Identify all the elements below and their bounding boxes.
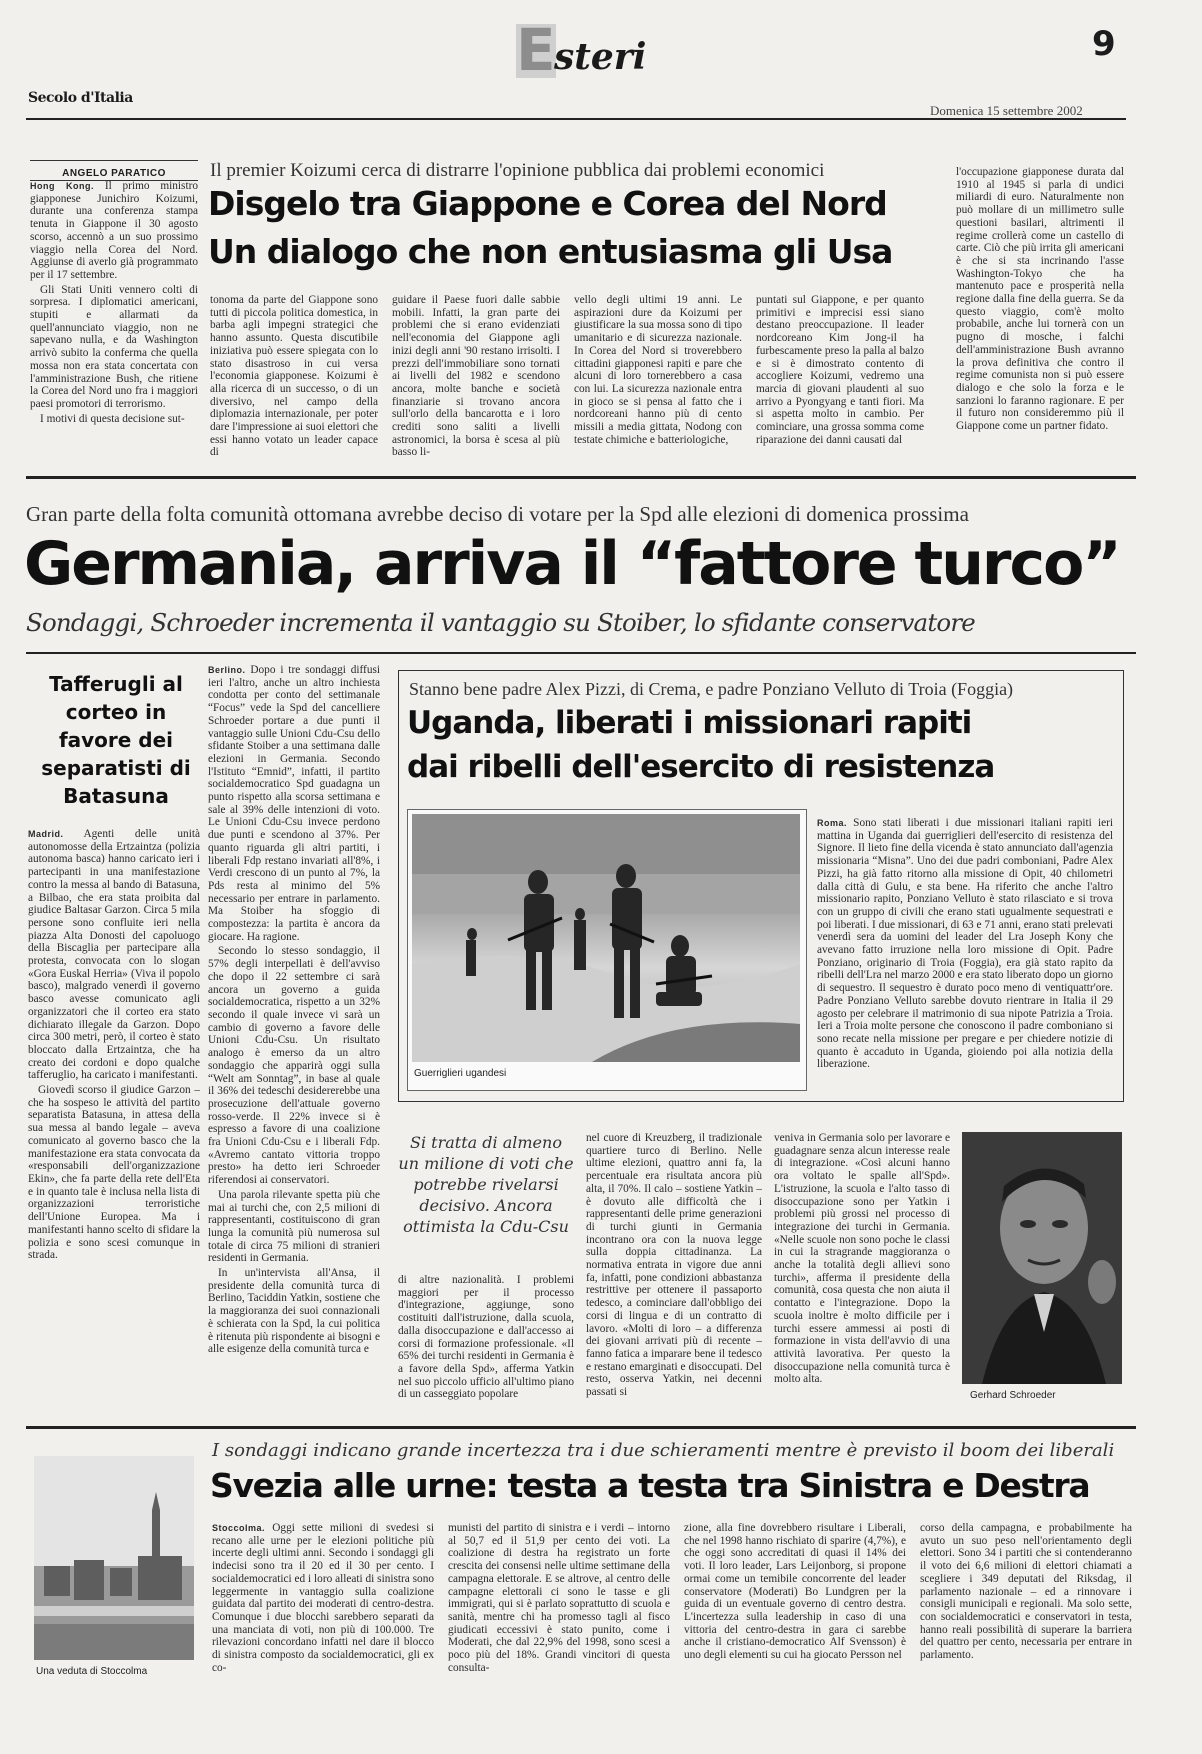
schroeder-photo: [962, 1132, 1122, 1384]
schroeder-photo-frame: [962, 1132, 1122, 1412]
stockholm-photo: [34, 1456, 194, 1660]
japan-col1-para-c: I motivi di questa decisione sut-: [40, 412, 185, 425]
article-sweden: [0, 1430, 1202, 1750]
germany-col2-text: di altre nazionalità. I problemi maggiori per il processo d'integrazione, aggiunge, sono costituiti dall'istruzione, dalla scuola, dalla disoccupazione e dall'accesso ai corsi di formazione professionale. «Il 65% dei turchi residenti in Germania è a favore della Spd», afferma Yatkin nel suo piccolo ufficio all'ultimo piano di un casseggiato popolare: [398, 1274, 574, 1401]
section-divider-3: [26, 1426, 1136, 1429]
japan-column-1: [30, 180, 198, 462]
uganda-photo-caption: Guerriglieri ugandesi: [414, 1068, 507, 1079]
sweden-col2-text: munisti del partito di sinistra e i verdi – intorno al 50,7 ed il 51,9 per cento dei voti. La coalizione di destra ha registrato un forte crescita dei consensi nelle ultime settimane della campagna elettorale. E se altrove, al centro delle campagne elettorali ci sono le tasse e gli immigrati, qui si è parlato soprattutto di scuola e sanità, mentre chi ha promesso tagli al fisco giudicati eccessivi è stato punito, come i Moderati, che dal 22,9% del 1998, sono scesi a poco più del 18%. Grandi vincitori di questa consulta-: [448, 1522, 670, 1674]
batasuna-dateline: Madrid.: [28, 829, 64, 839]
japan-column-3: [392, 294, 560, 462]
germany-col1-para-c: Una parola rilevante spetta più che mai ai turchi che, con 2,5 milioni di rappresentanti, costituiscono di gran lunga la comunità più numerosa sul totale di circa 75 milioni di stranieri residenti in Germania.: [208, 1188, 380, 1265]
uganda-headline-2: dai ribelli dell'esercito di resistenza: [407, 749, 995, 785]
sweden-dateline: Stoccolma.: [212, 1523, 266, 1533]
germany-col1-text: Dopo i tre sondaggi diffusi ieri l'altro, anche un altro inchiesta condotta per conto del settimanale “Focus” vede la Spd del cancelliere Schroeder portare a due punti il vantaggio sulle Unioni Cdu-Csu dello sfidante Stoiber a una settimana dalle elezioni in Germania. Secondo l'Istituto “Emnid”, infatti, il partito socialdemocratico Spd guadagna un punto rispetto alla scorsa settimana e sale al 39% delle intenzioni di voto. Le Unioni Cdu-Csu invece perdono due punti e scendono al 37%. Per quanto riguarda gli altri partiti, i liberali Fdp restano invariati all'8%, i Verdi crescono di un punto al 7%, la Pds resta al minimo del 5% necessario per entrare in parlamento. Ma Stoiber ha sfoggio di compostezza: la partita è ancora da giocare. Ha ragione.: [208, 664, 380, 943]
sweden-column-4: [920, 1522, 1132, 1690]
japan-col4-text: vello degli ultimi 19 anni. Le aspirazioni dure da Koizumi per giustificare la sua mossa sono di tipo umanitario e di sicurezza nazionale. In Corea del Nord si troverebbero cittadini giapponesi rapiti e pare che alcuni di loro tornerebbero a casa con lui. La sicurezza nazionale entra in gioco se si pensa al fatto che i nordcoreani hanno più di cento missili a media gittata, Nodong con testate chimiche e batteriologiche,: [574, 294, 742, 446]
issue-date: Domenica 15 settembre 2002: [930, 103, 1083, 118]
germany-headline: Germania, arriva il “fattore turco”: [24, 529, 1120, 599]
germany-subhead: Sondaggi, Schroeder incrementa il vantaggio su Stoiber, lo sfidante conservatore: [26, 608, 975, 637]
stockholm-photo-caption: Una veduta di Stoccolma: [36, 1666, 148, 1677]
germany-column-3: [586, 1132, 762, 1408]
sweden-column-2: [448, 1522, 670, 1690]
japan-column-2: [210, 294, 378, 462]
uganda-dateline: Roma.: [817, 818, 848, 828]
sweden-headline: Svezia alle urne: testa a testa tra Sinistra e Destra: [210, 1466, 1090, 1505]
guerrillas-illustration: [412, 814, 800, 1062]
batasuna-body-text: Agenti delle unità autonomosse della Ertzaintza (polizia autonoma basca) hanno caricato ieri i partecipanti in una manifestazione contro la messa al bando di Batasuna, a Bilbao, che era stata proibita dal giudice Baltasar Garzon. Circa 5 mila persone sono confluite ieri nella piazza Alta Donosti del capoluogo della Biscaglia per partecipare alla protesta, convocata con lo slogan «Gora Euskal Herria» (Viva il popolo basco), malgrado venerdì il governo basco avesse comunicato agli organizzatori che il corteo era stato dichiarato illegale da Garzon. Dopo circa 300 metri, però, il corteo è stato bloccato dalla Ertzaintza, che ha creato dei cordoni e dopo qualche tafferuglio, ha caricato i manifestanti.: [28, 828, 200, 1082]
uganda-headline-1: Uganda, liberati i missionari rapiti: [407, 705, 972, 741]
schroeder-portrait: [962, 1132, 1122, 1384]
japan-headline-1: Disgelo tra Giappone e Corea del Nord: [208, 184, 887, 223]
germany-column-2: [398, 1274, 574, 1408]
section-divider-1: [26, 476, 1136, 479]
uganda-kicker: Stanno bene padre Alex Pizzi, di Crema, e padre Ponziano Velluto di Troia (Foggia): [409, 679, 1014, 699]
article-uganda: [398, 670, 1124, 1102]
japan-column-5: [756, 294, 924, 462]
author-name: ANGELO PARATICO: [62, 168, 166, 179]
batasuna-headline: Tafferugli al corteo in favore dei separatisti di Batasuna: [41, 672, 191, 808]
japan-kicker: Il premier Koizumi cerca di distrarre l'opinione pubblica dai problemi economici: [210, 160, 825, 181]
schroeder-photo-caption: Gerhard Schroeder: [970, 1390, 1056, 1401]
section-title: steri: [554, 36, 647, 78]
germany-col4-text: veniva in Germania solo per lavorare e guadagnare senza alcun interesse reale di integrazione. «Così alcuni hanno ora voltato le spalle all'Spd». L'istruzione, la scuola e l'alto tasso di disoccupazione sono per Yatkin i problemi più grossi nel processo di integrazione dei turchi in Germania. «Nelle scuole non sono poche le classi in cui la stragrande maggioranza o anche la totalità degli allievi sono turchi», afferma il presidente della comunità, cosa questa che non aiuta il contatto e l'integrazione. Dopo la scuola inoltre è molto difficile per i turchi essere ammessi ai posti di formazione in vista dell'avvio di una attività lavorativa. Per questo la disoccupazione nella comunità turca è molto alta.: [774, 1132, 950, 1386]
sweden-col3-text: zione, alla fine dovrebbero risultare i Liberali, che nel 1998 hanno rischiato di sparire (4,7%), e che oggi sono accreditati di quasi il 14% dei voti. Il loro leader, Lars Leijonborg, si propone ormai come un temibile concorrente del leader conservatore (Moderati) Bo Lundgren per la guida di un eventuale governo di centro destra. L'incertezza sulla leadership in caso di una vittoria del centro-destra in gara ci sarebbe anche il cristiano-democratico Alf Svensson) è uno degli elementi su cui ha giocato Persson nel: [684, 1522, 906, 1662]
japan-col2-text: tonoma da parte del Giappone sono tutti di piccola politica domestica, in barba agli impegni strategici che hanno assunto. Questa discutibile iniziativa può essere spiegata con lo stato disastroso in cui versa l'economia giapponese. Koizumi è alla ricerca di un successo, o di un diversivo, nel campo della diplomazia internazionale, per poter dare l'impressione ai suoi elettori che essi hanno votato un leader capace di: [210, 294, 378, 459]
article-japan-korea: [0, 0, 1202, 480]
sweden-col4-text: corso della campagna, e probabilmente ha avuto un suo peso nell'orientamento degli elettori. Sono 34 i partiti che si contenderanno il voto dei 6,6 milioni di elettori chiamati a scegliere i 349 deputati del Riksdag, il parlamento nazionale – ed a rinnovare i consigli municipali e regionali. Ma solo sette, con socialdemocratici e conservatori in testa, hanno reali possibilità di superare la barriera del quattro per cento, necessaria per entrare in parlamento.: [920, 1522, 1132, 1662]
section-initial: E: [516, 16, 556, 84]
japan-col1-text: Il primo ministro giapponese Junichiro Koizumi, durante una conferenza stampa tenuta in Giappone il 30 agosto scorso, accennò a un suo prossimo viaggio nella Corea del Nord. Aggiunse di averlo già programmato per il 17 settembre.: [30, 180, 198, 281]
germany-kicker: Gran parte della folta comunità ottomana avrebbe deciso di votare per la Spd alle elezioni di domenica prossima: [26, 502, 969, 526]
uganda-photo: [412, 814, 800, 1062]
japan-dateline: Hong Kong.: [30, 181, 94, 191]
japan-col6-text: l'occupazione giapponese durata dal 1910 al 1945 si parla di undici miliardi di euro. Naturalmente non può mollare di un millimetro sulle questioni basilari, altrimenti il regime crollerà come un castello di carte. Ciò che più irrita gli americani è che si sta incrinando l'asse Washington-Tokyo che ha mantenuto pace e prosperità nella regione dalla fine della guerra. Se da questo viaggio, com'è molto probabile, anche lui tornerà con un pugno di mosche, i falchi dell'amministrazione Bush avranno la prova definitiva che contro il regime comunista non si può essere dialogo e che solo la forza e le sanzioni lo faranno ragionare. E per il futuro non consideremmo più il Giappone come un partner fidato.: [956, 166, 1124, 433]
section-divider-2: [26, 652, 1136, 654]
sweden-column-1: [212, 1522, 434, 1690]
japan-column-6: [956, 166, 1124, 462]
sweden-column-3: [684, 1522, 906, 1690]
germany-col3-text: nel cuore di Kreuzberg, il tradizionale quartiere turco di Berlino. Nelle ultime elezioni, quattro anni fa, la percentuale era risultata ancora più alta, il 70%. Il calo – sostiene Yatkin – è dovuto alle difficoltà che i rappresentanti delle prime generazioni di turchi giunti in Germania incontrano ora con la nuova legge sulla doppia cittadinanza. La normativa entrata in vigore due anni fa, infatti, pone condizioni abbastanza restrittive per ottenere il passaporto tedesco, a cominciare dall'obbligo dei corsi di lingua e di un contratto di lavoro. «Molti di loro – a differenza dei giovani arrivati più di recente – fanno fatica a imparare bene il tedesco e restano emarginati e disoccupati. Del resto, osserva Yatkin, nei decenni passati si: [586, 1132, 762, 1399]
sweden-kicker: I sondaggi indicano grande incertezza tra i due schieramenti mentre è previsto il boom dei liberali: [212, 1440, 1115, 1461]
japan-col1-para-b: Gli Stati Uniti vennero colti di sorpresa. I diplomatici americani, stupiti e allarmati da quell'annunciato viaggio, non ne sapevano nulla, e da Washington arrivò subito la conferma che quella mossa non era stata concertata con l'amministrazione Bush, che ritiene la Corea del Nord uno fra i maggiori paesi promotori di terrorismo.: [30, 283, 198, 410]
stockholm-illustration: [34, 1456, 194, 1660]
germany-pullquote: Si tratta di almeno un milione di voti che potrebbe rivelarsi decisivo. Ancora ottimista la Cdu-Csu: [398, 1133, 574, 1236]
japan-column-4: [574, 294, 742, 462]
germany-dateline: Berlino.: [208, 665, 246, 675]
japan-headline-2: Un dialogo che non entusiasma gli Usa: [208, 232, 893, 271]
japan-col5-text: puntati sul Giappone, e per quanto primitivi e imprecisi essi siano destano preoccupazione. Il leader nordcoreano Kim Jong-il ha furbescamente preso la palla al balzo e si è dimostrato contento di accogliere Koizumi, vedremo una marcia di giovani plaudenti al suo arrivo a Pyongyang e tanti fiori. Ma si aspetta molto in cambio. Per cominciare, una grossa somma come riparazione dei danni causati dal: [756, 294, 924, 446]
batasuna-body-para-b: Giovedì scorso il giudice Garzon – che ha sospeso le attività del partito separatista Batasuna, in attesa della sua messa al bando legale – aveva comunicato al governo basco che la manifestazione era stata convocata da «responsabili dell'organizzazione Ekin», che fa parte della rete dell'Eta e in quanto tale è inclusa nella lista di organizzazioni terroristiche dell'Unione Europea. Ma i manifestanti hanno scelto di sfidare la polizia e sono scesi comunque in strada.: [28, 1084, 200, 1262]
japan-col3-text: guidare il Paese fuori dalle sabbie mobili. Infatti, la gran parte dei problemi che si erano evidenziati nell'economia del Giappone agli inizi degli anni '90 restano irrisolti. I prezzi dell'immobiliare sono tornati ai livelli del 1982 e scendono ancora, molte banche e società finanziarie si trovano ancora sull'orlo della bancarotta e i loro crediti sono saliti a livelli astronomici, la borsa è scesa al più basso li-: [392, 294, 560, 459]
sweden-col1-text: Oggi sette milioni di svedesi si recano alle urne per le elezioni politiche più incerte degli ultimi anni. Secondo i sondaggi gli indecisi sono tra il 20 ed il 30 per cento. I socialdemocratici ed i loro alleati di sinistra sono leggermente in vantaggio sulla coalizione guidata dal partito dei moderati di centro-destra. Comunque i due blocchi sarebbero separati da una manciata di voti, non più di 100.000. Tre rilevazioni concordano infatti nel dare il blocco di sinistra composto da socialdemocratici, gli ex co-: [212, 1522, 434, 1674]
germany-column-4: [774, 1132, 950, 1408]
uganda-photo-frame: [407, 809, 807, 1091]
paper-name: Secolo d'Italia: [28, 90, 133, 106]
author-byline: [30, 160, 198, 181]
germany-col1-para-d: In un'intervista all'Ansa, il presidente della comunità turca di Berlino, Taciddin Yatkin, sostiene che la maggioranza dei suoi connazionali è schierata con la Spd, la cui politica è ritenuta più rispondente ai bisogni e alle esigenze della comunità turca e: [208, 1267, 380, 1356]
uganda-body-text: Sono stati liberati i due missionari italiani rapiti ieri mattina in Uganda dai guerriglieri dell'esercito di resistenza del Signore. Il lieto fine della vicenda è stato annunciato dall'agenzia missionaria “Misna”. Uno dei due padri comboniani, Padre Alex Pizzi, ha già fatto ritorno alla missione di Opit, 40 chilometri dalla città di Gulu, e sta bene. Ha riferito che anche l'altro missionario rapito, Ponziano Velluto è stato rilasciato e si trova con un gruppo di civili che erano stati ugualmente sequestrati e poi liberati. I due missionari, di 63 e 71 anni, erano stati prelevati venerdì sera da uomini del leader del Lra Joseph Kony che avevano fatto irruzione nella loro missione di Opit. Padre Ponziano, originario di Troia (Foggia), era già stato rapito da ribelli dell'Lra nel marzo 2000 e era stato liberato dopo un giorno di sequestro. Il sequestro è durato poco meno di ventiquattr'ore. Padre Ponziano Velluto sarebbe dovuto rientrare in Italia il 29 agosto per celebrare il matrimonio di sua nipote Patrizia a Troia. Ieri a Troia molte persone che conoscono il padre comboniano si sono recate nella missione per pregare e per chiedere notizie di quanto è accaduto in Uganda, gioiendo poi alla notizia della liberazione.: [817, 817, 1113, 1071]
germany-col1-para-b: Secondo lo stesso sondaggio, il 57% degli interpellati è dell'avviso che dopo il 22 settembre ci sarà ancora un governo a guida socialdemocratica, rispetto a un 32% secondo il quale invece vi sarà un cambio di governo a favore delle Unioni Cdu-Csu. Un risultato analogo è emerso da un altro sondaggio che apparirà oggi sulla “Welt am Sonntag”, in base al quale il 36% dei tedeschi desidererebbe una prosecuzione dell'attuale governo rosso-verde. Il 22% invece si è espresso a favore di una coalizione fra Unioni Cdu-Csu e i liberali Fdp. «Avremo cantato vittoria troppo presto» ha detto ieri Schroeder riferendosi ai conservatori.: [208, 945, 380, 1187]
page-number: 9: [1092, 24, 1116, 64]
uganda-body: [817, 817, 1113, 1093]
germany-column-1: [208, 664, 380, 1408]
